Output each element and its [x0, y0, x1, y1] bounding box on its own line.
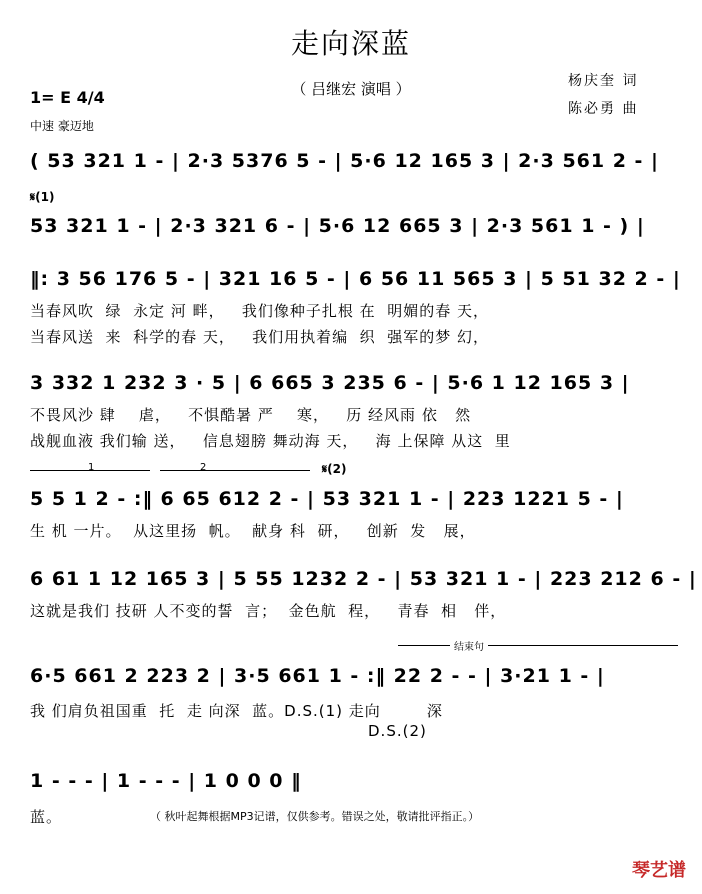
ending-1-label: 1 — [88, 462, 95, 473]
song-title: 走向深蓝 — [290, 27, 411, 60]
ending-2-label: 2 — [200, 462, 207, 473]
score-row-4: 3 332 1 232 3 · 5 | 6 665 3 235 6 - | 5·6 1 12 165 3 | — [30, 372, 630, 394]
segno-1: 𝄋(1) — [30, 190, 55, 204]
key-signature: 1= E 4/4 — [30, 88, 105, 107]
score-row-3: ‖: 3 56 176 5 - | 321 16 5 - | 6 56 11 565 3 | 5 51 32 2 - | — [30, 268, 681, 290]
coda-bracket — [398, 645, 678, 646]
lyrics-7: 我 们肩负祖国重 托 走 向深 蓝。D.S.(1) 走向 深 — [30, 702, 443, 720]
ds2-marking: D.S.(2) — [368, 722, 427, 740]
lyrics-4a: 不畏风沙 肆 虐， 不惧酷暑 严 寒， 历 经风雨 依 然 — [30, 406, 472, 424]
lyrics-4b: 战舰血液 我们输 送， 信息翅膀 舞动海 天， 海 上保障 从这 里 — [30, 432, 511, 450]
lyricist: 杨庆奎 词 — [568, 73, 639, 89]
score-row-6: 6 61 1 12 165 3 | 5 55 1232 2 - | 53 321 1 - | 223 212 6 - | — [30, 568, 697, 590]
score-row-7: 6·5 661 2 223 2 | 3·5 661 1 - :‖ 22 2 - - | 3·21 1 - | — [30, 665, 605, 687]
score-row-8: 1 - - - | 1 - - - | 1 0 0 0 ‖ — [30, 770, 302, 792]
footnote: （ 秋叶起舞根据MP3记谱，仅供参考。错误之处，敬请批评指正。） — [150, 810, 480, 823]
coda-label: 结束句 — [450, 638, 488, 653]
segno-2: 𝄋(2) — [322, 462, 347, 476]
score-row-2: 53 321 1 - | 2·3 321 6 - | 5·6 12 665 3 | 2·3 561 1 - ) | — [30, 215, 645, 237]
performer: （ 吕继宏 演唱 ） — [291, 80, 411, 98]
tempo-marking: 中速 豪迈地 — [30, 119, 94, 133]
composer: 陈必勇 曲 — [568, 101, 639, 117]
ending-2-bracket — [160, 470, 310, 471]
score-row-1: ( 53 321 1 - | 2·3 5376 5 - | 5·6 12 165 3 | 2·3 561 2 - | — [30, 150, 659, 172]
lyrics-3a: 当春风吹 绿 永定 河 畔， 我们像种子扎根 在 明媚的春 天， — [30, 302, 489, 320]
score-row-5: 5 5 1 2 - :‖ 6 65 612 2 - | 53 321 1 - | 223 1221 5 - | — [30, 488, 624, 510]
lyrics-5: 生 机 一片。 从这里扬 帆。 献身 科 研， 创新 发 展， — [30, 522, 476, 540]
lyrics-8: 蓝。 — [30, 808, 63, 826]
lyrics-3b: 当春风送 来 科学的春 天， 我们用执着编 织 强军的梦 幻， — [30, 328, 489, 346]
lyrics-6: 这就是我们 技研 人不变的誓 言； 金色航 程， 青春 相 伴， — [30, 602, 507, 620]
site-logo: 琴艺谱 — [632, 860, 686, 881]
